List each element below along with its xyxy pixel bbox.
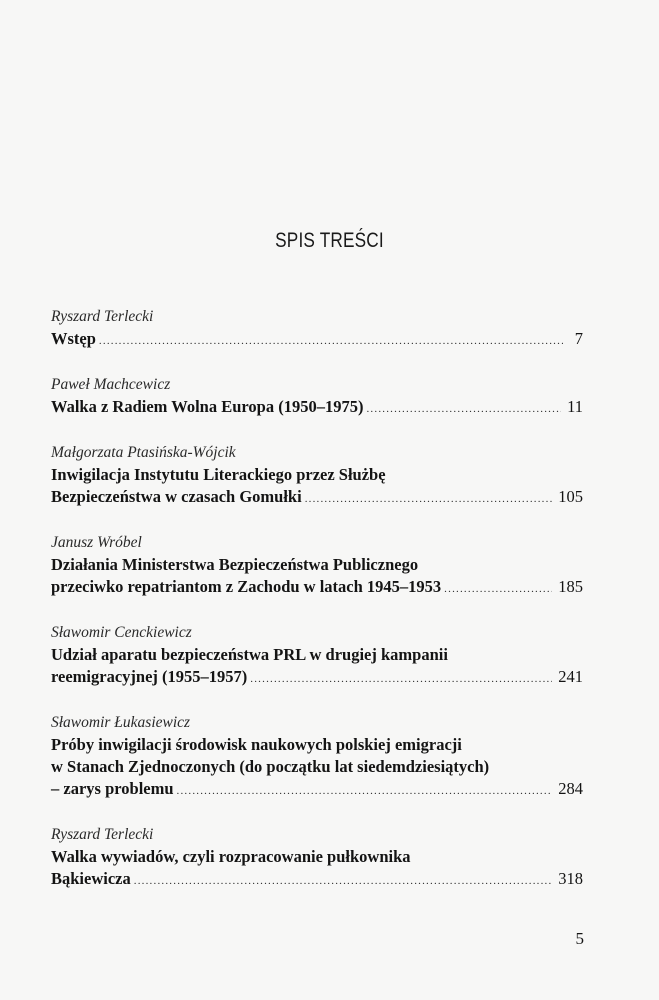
entry-author: Małgorzata Ptasińska-Wójcik [51,444,236,461]
dot-leader [366,398,561,420]
toc-entry [51,442,583,510]
page-title: SPIS TREŚCI [275,229,384,252]
entry-author: Ryszard Terlecki [51,826,154,843]
toc-entry [51,712,583,802]
entry-page-number: 284 [558,779,583,798]
entry-title-line [51,328,583,352]
entry-title: Walka z Radiem Wolna Europa (1950–1975) [51,397,364,416]
toc-entry [51,622,583,690]
entry-title-line [51,868,583,892]
entry-page-number: 185 [558,577,583,596]
entry-author: Sławomir Cenckiewicz [51,624,192,641]
entry-title: reemigracyjnej (1955–1957) [51,667,248,686]
entry-author: Paweł Machcewicz [51,376,171,393]
dot-leader [134,870,553,892]
entry-author: Sławomir Łukasiewicz [51,714,191,731]
entry-page-number: 241 [558,667,583,686]
entry-title: Bezpieczeństwa w czasach Gomułki [51,487,302,506]
toc-entry [51,824,583,892]
entry-title: w Stanach Zjednoczonych (do początku lat siedemdziesiątych) [51,757,490,776]
entry-title: Bąkiewicza [51,869,131,888]
entry-title: Udział aparatu bezpieczeństwa PRL w drugiej kampanii [51,645,448,664]
entry-title: Inwigilacja Instytutu Literackiego przez Służbę [51,465,386,484]
page-number: 5 [575,929,584,948]
entry-page-number: 11 [567,397,583,416]
entry-title: – zarys problemu [51,779,174,798]
entry-page-number: 7 [574,329,583,348]
dot-leader [177,780,553,802]
entry-title-line [51,576,583,600]
entry-title: Walka wywiadów, czyli rozpracowanie pułkownika [51,847,411,866]
dot-leader [250,668,552,690]
entry-title: przeciwko repatriantom z Zachodu w latach 1945–1953 [51,577,442,596]
entry-author: Janusz Wróbel [51,534,142,551]
table-of-contents [51,306,583,914]
dot-leader [444,578,552,600]
toc-entry [51,532,583,600]
dot-leader [99,330,563,352]
toc-entry [51,374,583,420]
entry-title: Wstęp [51,329,96,348]
entry-page-number: 318 [558,869,583,888]
entry-title: Działania Ministerstwa Bezpieczeństwa Publicznego [51,555,419,574]
entry-page-number: 105 [558,487,583,506]
entry-author: Ryszard Terlecki [51,308,154,325]
entry-title: Próby inwigilacji środowisk naukowych polskiej emigracji [51,735,462,754]
toc-entry [51,306,583,352]
entry-title-line [51,486,583,510]
entry-title-line [51,778,583,802]
dot-leader [305,488,553,510]
entry-title-line [51,396,583,420]
entry-title-line [51,666,583,690]
